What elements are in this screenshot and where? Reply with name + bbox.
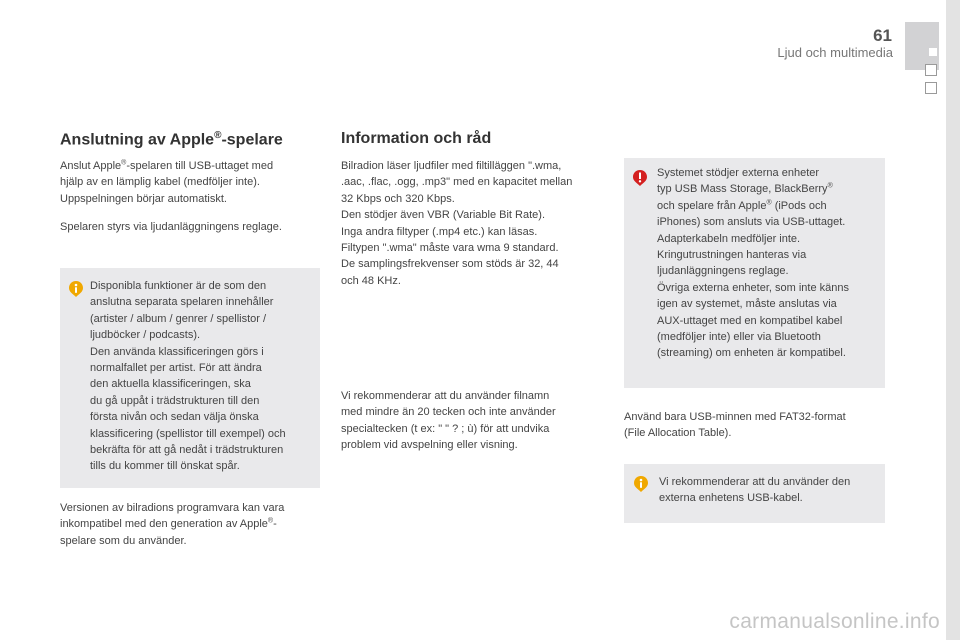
page-number: 61 [873,26,892,45]
file-formats-paragraph: Bilradion läser ljudfiler med filtilläggen ".wma, .aac, .flac, .ogg, .mp3" med en kapacitet mellan 32 Kbps och 320 Kbps. Den stödjer även VBR (Variable Bit Rate). Inga andra filtyper (.mp4 etc.) kan läsas. Filtypen ".wma" måste vara wma 9 standard. De samplingsfrekvenser som stöds är 32, 44 och 48 KHz. [341,160,573,287]
apple-connect-paragraph: Anslut Apple®-spelaren till USB-uttaget med hjälp av en lämplig kabel (medföljer inte). Uppspelningen börjar automatiskt. [60,159,274,205]
apple-controls-paragraph: Spelaren styrs via ljudanläggningens reglage. [60,221,282,233]
warning-icon [632,169,648,187]
section-title: Ljud och multimedia [777,45,893,60]
software-version-paragraph: Versionen av bilradions programvara kan vara inkompatibel med den generation av Apple®- spelare som du använder. [60,502,285,547]
watermark: carmanualsonline.info [729,610,940,633]
info-box-text: Vi rekommenderar att du använder den externa enhetens USB-kabel. [659,476,851,505]
chapter-tab [905,22,939,70]
chapter-tab-marker [929,48,937,56]
heading-text-end: -spelare [221,131,283,149]
info-box-usb-cable [624,464,885,523]
warning-box-external-devices [624,158,885,388]
heading-text: Anslutning av Apple [60,131,215,149]
chapter-marker-box [925,64,937,76]
filename-recommendation-paragraph: Vi rekommenderar att du använder filnamn med mindre än 20 tecken och inte använder specialtecken (t ex: " " ? ; ù) för att undvika problem vid avspelning eller visning. [341,390,556,452]
info-section-heading: Information och råd [341,130,492,147]
info-icon [633,475,649,493]
registered-mark: ® [214,130,222,141]
info-box-functions [60,268,320,488]
warning-box-text: Systemet stödjer externa enheter typ USB Mass Storage, BlackBerry® och spelare från Apple® (iPods och iPhones) som ansluts via USB-uttaget. Adapterkabeln medföljer inte. Kringutrustningen hanteras via ljudanläggningens reglage. Övriga externa enheter, som inte känns igen av systemet, måste anslutas via AUX-uttaget med en kompatibel kabel (medföljer inte) eller via Bluetooth (streaming) om enheten är kompatibel. [657,167,849,360]
chapter-marker-box [925,82,937,94]
info-box-text: Disponibla funktioner är de som den anslutna separata spelaren innehåller (artister / album / genrer / spellistor / ljudböcker / podcasts). Den använda klassificeringen görs i normalfallet per artist. För att ändra den aktuella klassificeringen, ska du gå uppåt i trädstrukturen till den första nivån och sedan välja önska klassificering (spellistor till exempel) och bekräfta för att gå nedåt i trädstrukturen tills du kommer till önskat spår. [90,280,286,473]
page-edge-strip [946,0,960,640]
apple-section-heading [60,130,283,149]
fat32-paragraph: Använd bara USB-minnen med FAT32-format (File Allocation Table). [624,411,846,440]
info-icon [68,280,84,298]
